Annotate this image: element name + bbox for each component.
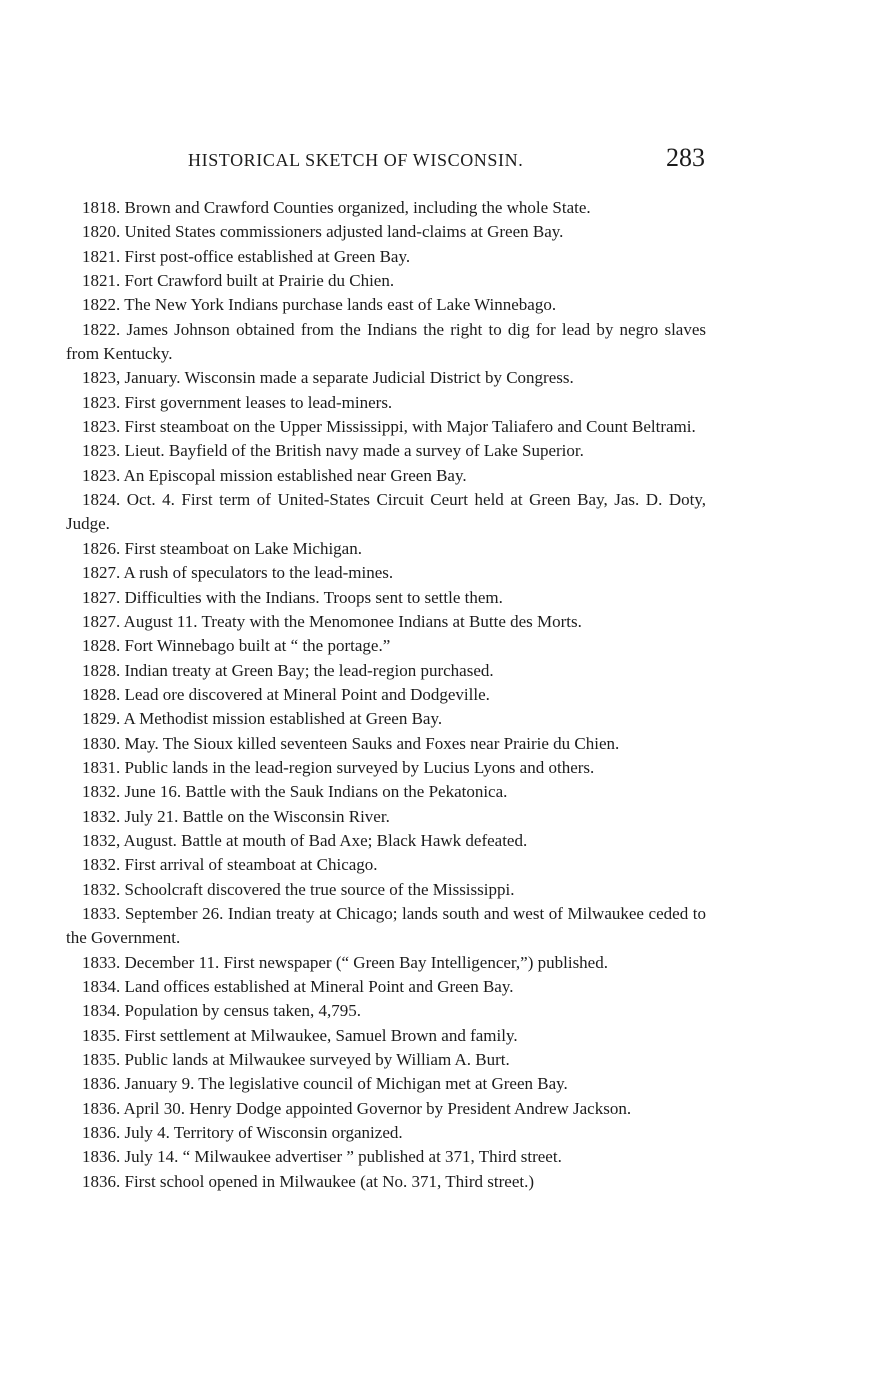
chronology-entry: 1832. July 21. Battle on the Wisconsin River. bbox=[82, 806, 390, 826]
chronology-entry: 1832. Schoolcraft discovered the true source of the Mississippi. bbox=[82, 879, 515, 899]
chronology-entry: 1833. September 26. Indian treaty at Chicago; lands south and west of Milwaukee ceded to the Government. bbox=[66, 903, 706, 948]
chronology-entry: 1823. An Episcopal mission established near Green Bay. bbox=[82, 465, 467, 485]
chronology-entry: 1832. June 16. Battle with the Sauk Indians on the Pekatonica. bbox=[82, 782, 508, 802]
chronology-entry: 1823, January. Wisconsin made a separate Judicial District by Congress. bbox=[82, 368, 574, 388]
chronology-entry: 1821. First post-office established at Green Bay. bbox=[82, 246, 411, 266]
chronology-entry: 1822. James Johnson obtained from the Indians the right to dig for lead by negro slaves from Kentucky. bbox=[66, 319, 706, 364]
chronology-entry: 1829. A Methodist mission established at Green Bay. bbox=[82, 709, 443, 729]
chronology-entry: 1830. May. The Sioux killed seventeen Sauks and Foxes near Prairie du Chien. bbox=[82, 733, 620, 753]
chronology-entry: 1832. First arrival of steamboat at Chicago. bbox=[82, 855, 378, 875]
chronology-entry: 1823. Lieut. Bayfield of the British navy made a survey of Lake Superior. bbox=[82, 441, 584, 461]
chronology-entry: 1834. Land offices established at Mineral Point and Green Bay. bbox=[82, 977, 514, 996]
chronology-entry: 1821. Fort Crawford built at Prairie du Chien. bbox=[82, 271, 395, 291]
chronology-entry: 1836. July 14. “ Milwaukee advertiser ” published at 371, Third street. bbox=[82, 1147, 562, 1167]
chronology-entry: 1833. December 11. First newspaper (“ Green Bay Intelligencer,”) published. bbox=[82, 952, 608, 972]
chronology-entry: 1831. Public lands in the lead-region surveyed by Lucius Lyons and others. bbox=[82, 757, 595, 777]
chronology-list bbox=[66, 196, 706, 1194]
chronology-entry: 1820. United States commissioners adjusted land-claims at Green Bay. bbox=[82, 222, 564, 242]
chronology-entry: 1832, August. Battle at mouth of Bad Axe; Black Hawk defeated. bbox=[82, 830, 528, 850]
chronology-entry: 1828. Lead ore discovered at Mineral Point and Dodgeville. bbox=[82, 684, 490, 704]
chronology-entry: 1836. April 30. Henry Dodge appointed Governor by President Andrew Jackson. bbox=[82, 1098, 632, 1118]
chronology-entry: 1834. Population by census taken, 4,795. bbox=[82, 1001, 362, 1021]
chronology-entry: 1836. January 9. The legislative council of Michigan met at Green Bay. bbox=[82, 1074, 568, 1094]
chronology-entry: 1828. Indian treaty at Green Bay; the lead-region purchased. bbox=[82, 660, 494, 680]
chronology-entry: 1836. July 4. Territory of Wisconsin organized. bbox=[82, 1123, 403, 1143]
page-number: 283 bbox=[666, 143, 705, 172]
running-title: HISTORICAL SKETCH OF WISCONSIN. bbox=[188, 150, 524, 170]
chronology-entry: 1836. First school opened in Milwaukee (at No. 371, Third street.) bbox=[82, 1171, 534, 1191]
chronology-entry: 1822. The New York Indians purchase lands east of Lake Winnebago. bbox=[82, 295, 557, 315]
chronology-entry: 1826. First steamboat on Lake Michigan. bbox=[82, 538, 362, 558]
chronology-entry: 1827. Difficulties with the Indians. Troops sent to settle them. bbox=[82, 587, 503, 607]
chronology-entry: 1835. First settlement at Milwaukee, Samuel Brown and family. bbox=[82, 1025, 518, 1045]
chronology-entry: 1823. First government leases to lead-miners. bbox=[82, 392, 393, 412]
chronology-entry: 1823. First steamboat on the Upper Mississippi, with Major Taliafero and Count Beltrami. bbox=[82, 417, 696, 437]
chronology-entry: 1827. August 11. Treaty with the Menomonee Indians at Butte des Morts. bbox=[82, 611, 582, 631]
chronology-entry: 1828. Fort Winnebago built at “ the portage.” bbox=[82, 636, 391, 656]
chronology-entry: 1818. Brown and Crawford Counties organized, including the whole State. bbox=[82, 198, 591, 217]
chronology-entry: 1827. A rush of speculators to the lead-mines. bbox=[82, 563, 394, 583]
chronology-entry: 1835. Public lands at Milwaukee surveyed by William A. Burt. bbox=[82, 1050, 510, 1070]
chronology-entry: 1824. Oct. 4. First term of United-States Circuit Ceurt held at Green Bay, Jas. D. Doty, Judge. bbox=[66, 490, 706, 534]
